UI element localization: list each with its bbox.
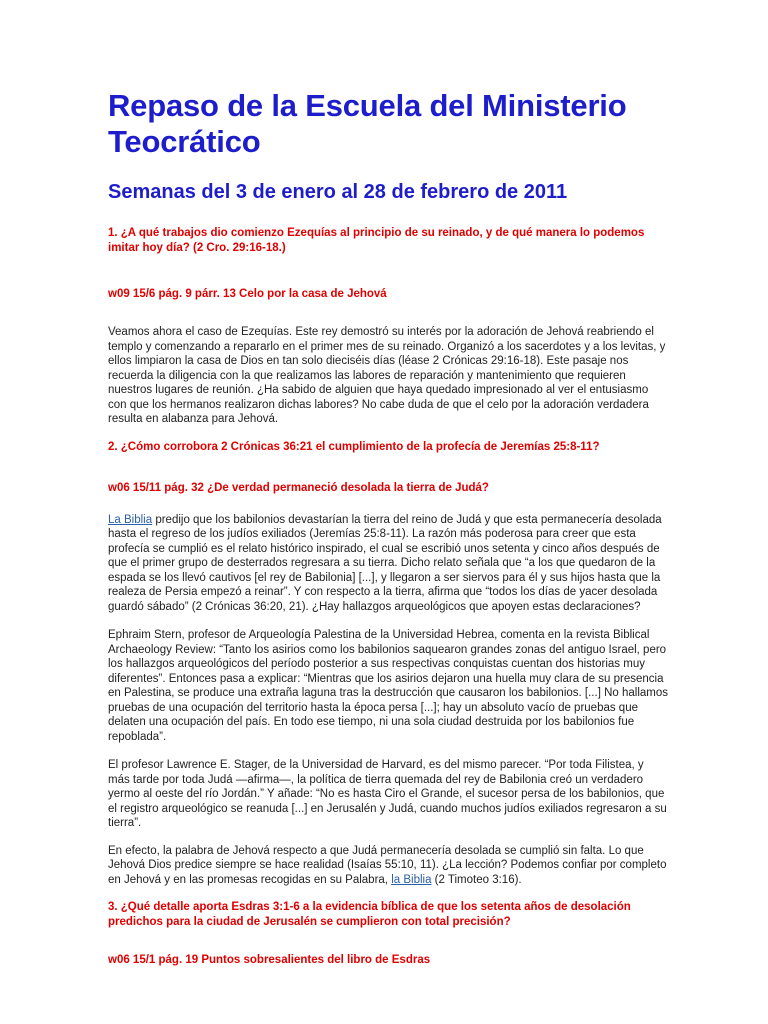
reference-2: w06 15/11 pág. 32 ¿De verdad permaneció desolada la tierra de Judá? <box>108 481 489 494</box>
paragraph-5-text-a: En efecto, la palabra de Jehová respecto a que Judá permanecería desolada se cumplió sin falta. Lo que Jehová Dios predice siempre se hace realidad (Isaías 55:10, 11). ¿La lección? Podemos confiar por completo en Jehová y en las promesas recogidas en su Palabra, <box>108 844 667 886</box>
paragraph-2-text: predijo que los babilonios devastarían la tierra del reino de Judá y que esta permanecería desolada hasta el regreso de los judíos exiliados (Jeremías 25:8-11). La razón más poderosa para creer que esta profecía se cumplió es el relato histórico inspirado, el cual se escribió unos setenta y cinco años después de que el primer grupo de desterrados regresara a su tierra. Dicho relato señala que “a los que quedaron de la espada se los llevó cautivos [el rey de Babilonia] [...], y llegaron a ser siervos para él y sus hijos hasta que la realeza de Persia empezó a reinar”. Y con respecto a la tierra, afirma que “todos los días de yacer desolada guardó sábado” (2 Crónicas 36:20, 21). ¿Hay hallazgos arqueológicos que apoyen estas declaraciones? <box>108 513 662 613</box>
bible-link-2[interactable]: la Biblia <box>391 873 432 886</box>
paragraph-5 <box>108 844 668 888</box>
paragraph-4: El profesor Lawrence E. Stager, de la Universidad de Harvard, es del mismo parecer. “Por toda Filistea, y más tarde por toda Judá —afirma—, la política de tierra quemada del rey de Babilonia creó un verdadero yermo al oeste del río Jordán.” Y añade: “No es hasta Ciro el Grande, el sucesor persa de los babilonios, que el registro arqueológico se reanuda [...] en Jerusalén y Judá, cuando muchos judíos exiliados regresaron a su tierra”. <box>108 759 667 829</box>
page-title: Repaso de la Escuela del Ministerio Teocrático <box>108 88 627 159</box>
question-1: 1. ¿A qué trabajos dio comienzo Ezequías al principio de su reinado, y de qué manera lo podemos imitar hoy día? (2 Cro. 29:16-18.) <box>108 227 645 254</box>
paragraph-2 <box>108 513 668 615</box>
reference-1: w09 15/6 pág. 9 párr. 13 Celo por la casa de Jehová <box>108 288 387 300</box>
bible-link[interactable]: La Biblia <box>108 513 153 526</box>
paragraph-5-text-b: (2 Timoteo 3:16). <box>431 873 522 886</box>
reference-3: w06 15/1 pág. 19 Puntos sobresalientes del libro de Esdras <box>108 954 431 966</box>
question-2: 2. ¿Cómo corrobora 2 Crónicas 36:21 el cumplimiento de la profecía de Jeremías 25:8-11? <box>108 440 600 453</box>
page-subtitle: Semanas del 3 de enero al 28 de febrero de 2011 <box>108 181 568 203</box>
question-3: 3. ¿Qué detalle aporta Esdras 3:1-6 a la evidencia bíblica de que los setenta años de desolación predichos para la ciudad de Jerusalén se cumplieron con total precisión? <box>108 901 631 928</box>
paragraph-1: Veamos ahora el caso de Ezequías. Este rey demostró su interés por la adoración de Jehová reabriendo el templo y comenzando a repararlo en el primer mes de su reinado. Organizó a los sacerdotes y a los levitas, y ellos limpiaron la casa de Dios en tan solo dieciséis días (léase 2 Crónicas 29:16-18). Este pasaje nos recuerda la diligencia con la que realizamos las labores de reparación y mantenimiento que requieren nuestros lugares de reunión. ¿Ha sabido de alguien que haya quedado impresionado al ver el entusiasmo con que los hermanos realizaron dichas labores? No cabe duda de que el celo por la adoración verdadera resulta en alabanza para Jehová. <box>108 326 666 425</box>
paragraph-3: Ephraim Stern, profesor de Arqueología Palestina de la Universidad Hebrea, comenta en la revista Biblical Archaeology Review: “Tanto los asirios como los babilonios saquearon grandes zonas del antiguo Israel, pero los hallazgos arqueológicos del período posterior a sus respectivas conquistas cuentan dos historias muy diferentes”. Entonces pasa a explicar: “Mientras que los asirios dejaron una huella muy clara de su presencia en Palestina, se produce una extraña laguna tras la destrucción que causaron los babilonios. [...] No hallamos pruebas de una ocupación del territorio hasta la época persa [...]; hay un absoluto vacío de pruebas que delaten una ocupación del país. En todo ese tiempo, ni una sola ciudad destruida por los babilonios fue repoblada”. <box>108 629 669 743</box>
